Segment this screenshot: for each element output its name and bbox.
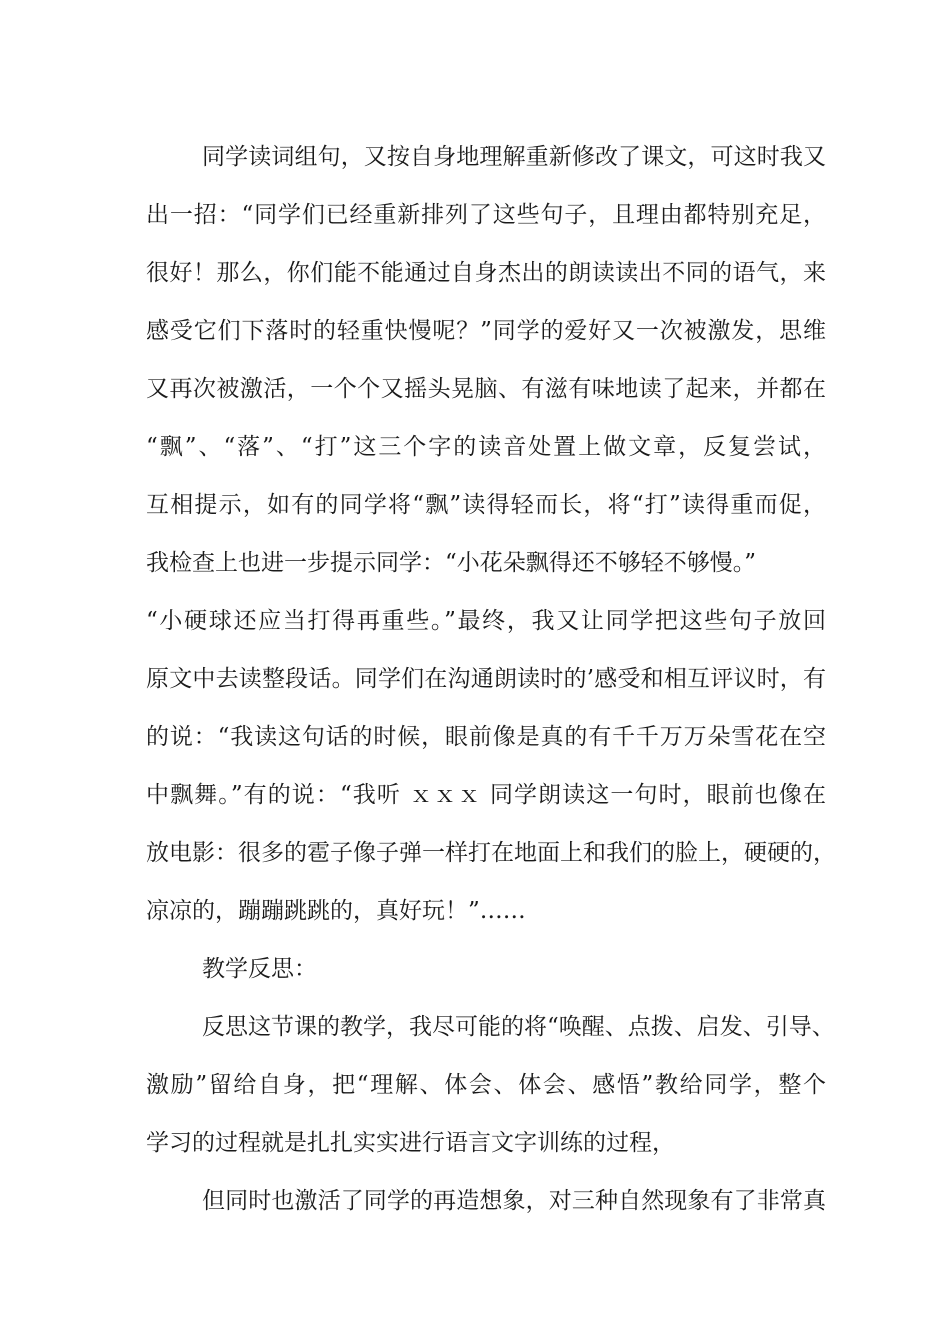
paragraph: [146, 1172, 826, 1230]
text-line: 感受它们下落时的轻重快慢呢？”同学的爱好又一次被激发，思维: [146, 318, 826, 344]
text-line: 但同时也激活了同学的再造想象，对三种自然现象有了非常真: [202, 1188, 826, 1214]
text-line: 又再次被激活，一个个又摇头晃脑、有滋有味地读了起来，并都在: [146, 376, 826, 402]
text-line: 出一招：“同学们已经重新排列了这些句子，且理由都特别充足，: [146, 202, 826, 228]
text-line: 凉凉的，蹦蹦跳跳的，真好玩！”……: [146, 898, 526, 924]
text-line: 原文中去读整段话。同学们在沟通朗读时的’感受和相互评议时，有: [146, 666, 826, 692]
section-heading: [146, 940, 826, 998]
text-line: 的说：“我读这句话的时候，眼前像是真的有千千万万朵雪花在空: [146, 724, 826, 750]
text-line: 教学反思：: [202, 956, 317, 982]
text-line: 同学读词组句，又按自身地理解重新修改了课文，可这时我又: [202, 144, 826, 170]
text-line: 激励”留给自身，把“理解、体会、体会、感悟”教给同学，整个: [146, 1072, 826, 1098]
text-line: 很好！那么，你们能不能通过自身杰出的朗读读出不同的语气，来: [146, 260, 826, 286]
text-line: “飘”、“落”、“打”这三个字的读音处置上做文章，反复尝试，: [146, 434, 826, 460]
text-line: 反思这节课的教学，我尽可能的将“唤醒、点拨、启发、引导、: [202, 1014, 835, 1040]
text-line: “小硬球还应当打得再重些。”最终，我又让同学把这些句子放回: [146, 608, 826, 634]
text-line: 学习的过程就是扎扎实实进行语言文字训练的过程，: [146, 1130, 675, 1156]
text-line: 放电影：很多的雹子像子弹一样打在地面上和我们的脸上，硬硬的，: [146, 840, 836, 866]
text-line: 中飘舞。”有的说：“我听 ｘｘｘ 同学朗读这一句时，眼前也像在: [146, 782, 826, 808]
body-text: [146, 128, 836, 1230]
text-line: 我检查上也进一步提示同学：“小花朵飘得还不够轻不够慢。”: [146, 550, 757, 576]
paragraph: [146, 128, 836, 940]
text-line: 互相提示，如有的同学将“飘”读得轻而长，将“打”读得重而促，: [146, 492, 826, 518]
paragraph: [146, 998, 835, 1172]
